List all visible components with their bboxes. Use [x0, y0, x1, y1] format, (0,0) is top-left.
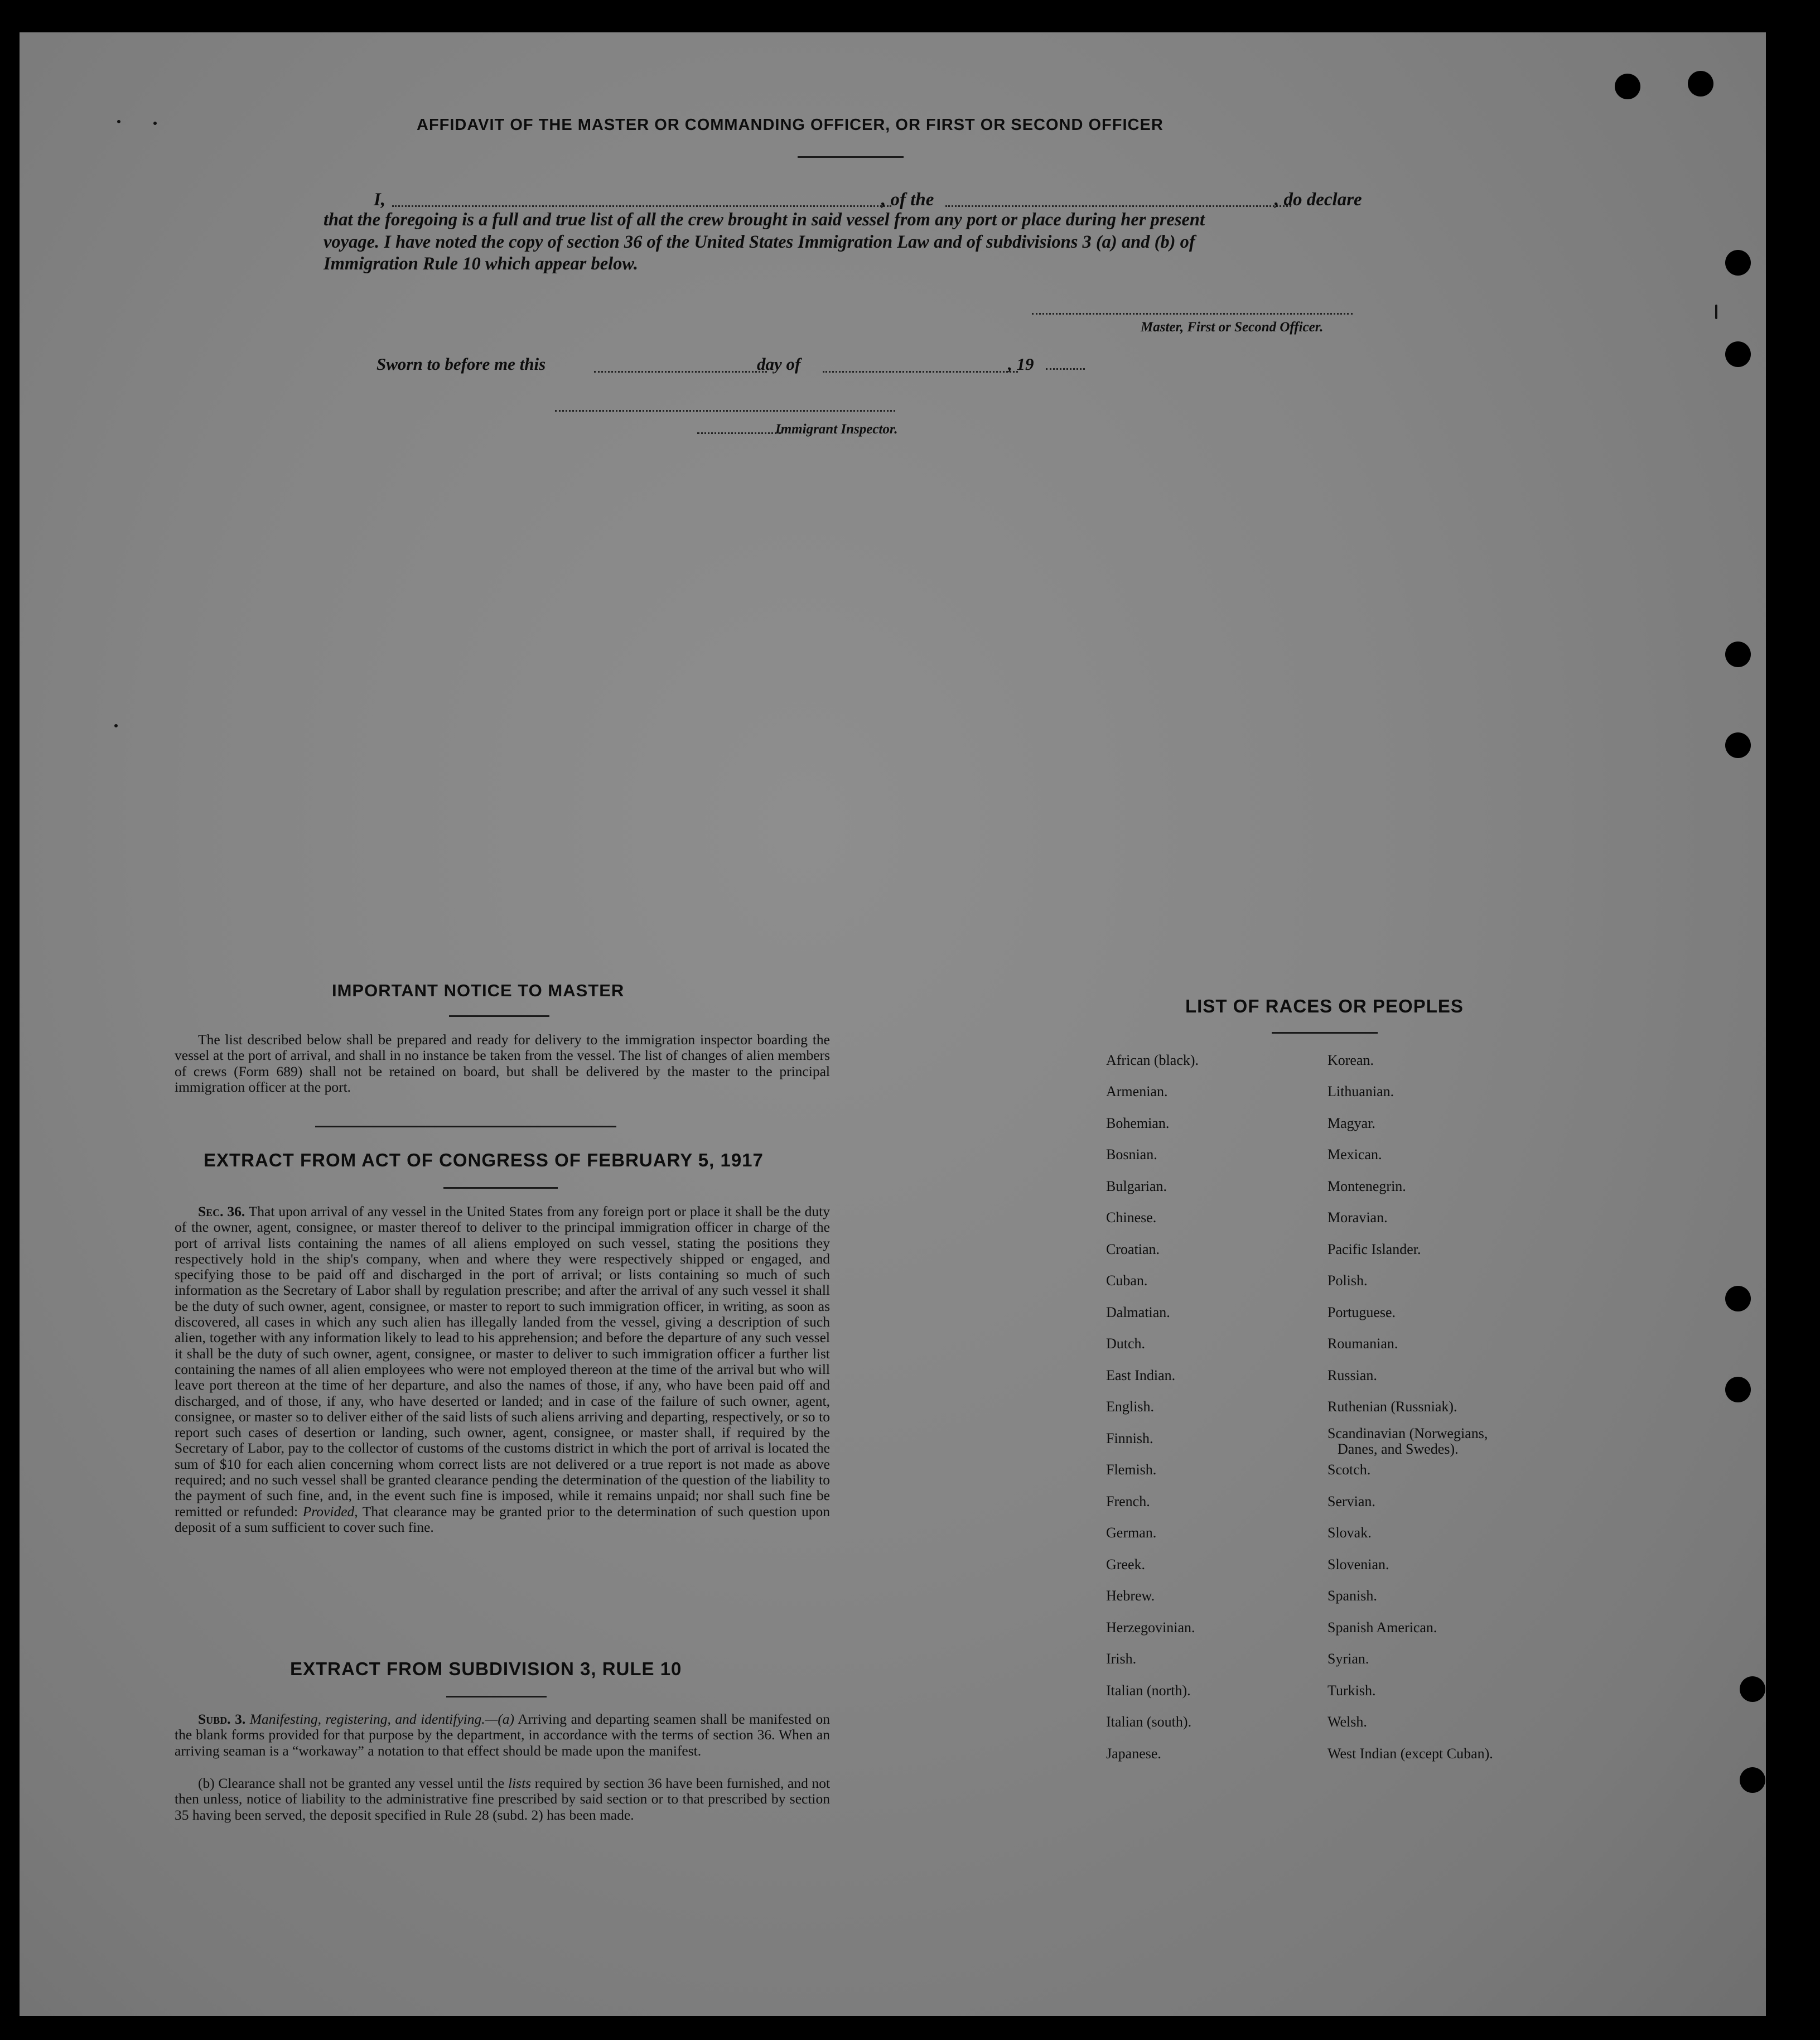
- race-left-15: German.: [1106, 1525, 1157, 1541]
- race-left-3: Bosnian.: [1106, 1146, 1157, 1163]
- binder-hole: [1725, 642, 1751, 667]
- race-left-19: Irish.: [1106, 1651, 1137, 1667]
- race-right-4: Montenegrin.: [1327, 1178, 1406, 1194]
- race-right-7: Polish.: [1327, 1272, 1368, 1289]
- affiant-name-field[interactable]: [392, 205, 891, 207]
- race-right-22: West Indian (except Cuban).: [1327, 1745, 1493, 1762]
- race-left-14: French.: [1106, 1493, 1150, 1509]
- inspector-signature-field-short: [697, 432, 781, 434]
- act-title-rule: [443, 1187, 558, 1189]
- rule-b-text-2: required by section 36 have been furnished, and not then unless, notice of liability to the administrative fine prescribed by said section or to that prescribed by section 35 having been served, the deposit specified in Rule 28 (subd. 2) has been made.: [175, 1775, 831, 1823]
- master-signature-label: Master, First or Second Officer.: [1141, 320, 1324, 335]
- race-left-9: Dutch.: [1106, 1335, 1146, 1352]
- affidavit-line-4: Immigration Rule 10 which appear below.: [324, 254, 639, 274]
- rule-title-rule: [446, 1696, 547, 1697]
- affidavit-title: AFFIDAVIT OF THE MASTER OR COMMANDING OFFICER, OR FIRST OR SECOND OFFICER: [417, 116, 1164, 134]
- affidavit-i-label: I,: [374, 190, 386, 210]
- sworn-label: Sworn to before me this: [376, 354, 546, 374]
- race-left-8: Dalmatian.: [1106, 1304, 1170, 1320]
- race-left-16: Greek.: [1106, 1556, 1146, 1573]
- affidavit-title-rule: [798, 156, 904, 158]
- year-label: , 19: [1008, 354, 1034, 374]
- rule-a-label: —(a): [485, 1711, 515, 1727]
- races-title: LIST OF RACES OR PEOPLES: [1185, 996, 1464, 1016]
- race-left-5: Chinese.: [1106, 1209, 1157, 1226]
- binder-hole: [1615, 74, 1640, 99]
- race-right-3: Mexican.: [1327, 1146, 1382, 1163]
- race-right-14: Servian.: [1327, 1493, 1375, 1509]
- paper-speck: [117, 120, 120, 123]
- act-provided-label: Provided,: [302, 1503, 358, 1520]
- race-right-16: Slovenian.: [1327, 1556, 1389, 1573]
- race-left-17: Hebrew.: [1106, 1588, 1155, 1604]
- race-left-20: Italian (north).: [1106, 1682, 1191, 1699]
- binder-hole: [1725, 732, 1751, 758]
- rule-subd-b: [175, 1776, 830, 1823]
- race-right-9: Roumanian.: [1327, 1335, 1398, 1352]
- race-right-13: Scotch.: [1327, 1462, 1371, 1478]
- race-right-5: Moravian.: [1327, 1209, 1388, 1226]
- binder-hole: [1725, 341, 1751, 367]
- rule-title: EXTRACT FROM SUBDIVISION 3, RULE 10: [290, 1658, 682, 1679]
- rule-a-text: Arriving and departing seamen shall be manifested on the blank forms provided for that purpose by the department, in accordance with the terms of section 36. When an arriving seaman is a “workaway” a notation to that effect should be made upon the manifest.: [175, 1711, 831, 1759]
- race-right-10: Russian.: [1327, 1367, 1377, 1383]
- sworn-day-field[interactable]: [594, 371, 767, 373]
- affidavit-do-declare-label: , do declare: [1275, 190, 1362, 210]
- rule-b-text-1: Clearance shall not be granted any vessel until the: [218, 1775, 505, 1791]
- race-left-18: Herzegovinian.: [1106, 1619, 1195, 1636]
- race-left-4: Bulgarian.: [1106, 1178, 1167, 1194]
- master-signature-field[interactable]: [1032, 313, 1353, 315]
- notice-text: [175, 1032, 830, 1095]
- race-right-12-line1: Scandinavian (Norwegians,: [1327, 1425, 1488, 1441]
- inspector-label: Immigrant Inspector.: [775, 422, 898, 437]
- race-left-22: Japanese.: [1106, 1745, 1161, 1762]
- race-right-11: Ruthenian (Russniak).: [1327, 1398, 1457, 1415]
- race-left-21: Italian (south).: [1106, 1714, 1192, 1730]
- rule-subd-a: [175, 1711, 830, 1759]
- act-text: [175, 1204, 830, 1535]
- paper-speck: [1715, 305, 1717, 319]
- race-left-0: African (black).: [1106, 1052, 1199, 1068]
- race-right-20: Turkish.: [1327, 1682, 1376, 1699]
- race-right-21: Welsh.: [1327, 1714, 1367, 1730]
- rule-subd-heading: Manifesting, registering, and identifying.: [249, 1711, 485, 1727]
- act-text-body: That upon arrival of any vessel in the United States from any foreign port or place it shall be the duty of the owner, agent, consignee, or master thereof to deliver to the principal immigration officer in charge of the port of arrival lists containing the names of all aliens employed on such vessel, stating the positions they respectively hold in the ship's company, when and where they were respectively shipped or engaged, and specifying those to be paid off and discharged in the port of arrival; or lists containing so much of such information as the Secretary of Labor shall by regulation prescribe; and after the arrival of any such vessel it shall be the duty of such owner, agent, consignee, or master to report to such immigration officer, in writing, as soon as discovered, all cases in which any such alien has illegally landed from the vessel, giving a description of such alien, together with any information likely to lead to his apprehension; and before the departure of any such vessel it shall be the duty of such owner, agent, consignee, or master to deliver to such immigration officer a further list containing the names of all alien employees who were not employed thereon at the time of the arrival but who will leave port thereon at the time of her departure, and also the names of those, if any, who have been paid off and discharged, and of those, if any, who have deserted or landed; and in case of the failure of such owner, agent, consignee, or master so to deliver either of the said lists of such aliens arriving and departing, respectively, or so to report such cases of desertion or landing, such owner, agent, consignee, or master shall, if required by the Secretary of Labor, pay to the collector of customs of the customs district in which the port of arrival is located the sum of $10 for each alien concerning whom correct lists are not delivered or a true report is not made as above required; and no such vessel shall be granted clearance pending the determination of the question of the liability to the payment of such fine, and, in the event such fine is imposed, while it remains unpaid; nor shall such fine be remitted or refunded:: [175, 1203, 830, 1520]
- race-left-12: Finnish.: [1106, 1430, 1153, 1446]
- paper-speck: [114, 724, 118, 727]
- act-title: EXTRACT FROM ACT OF CONGRESS OF FEBRUARY 5, 1917: [204, 1150, 764, 1170]
- act-section-label: Sec. 36.: [198, 1203, 245, 1219]
- paper-speck: [153, 122, 157, 125]
- sworn-year-field[interactable]: [1046, 368, 1085, 370]
- race-left-6: Croatian.: [1106, 1241, 1160, 1257]
- vessel-name-field[interactable]: [945, 205, 1291, 207]
- race-left-13: Flemish.: [1106, 1462, 1157, 1478]
- binder-hole: [1725, 1377, 1751, 1402]
- races-title-rule: [1272, 1032, 1378, 1034]
- race-right-17: Spanish.: [1327, 1588, 1377, 1604]
- race-right-19: Syrian.: [1327, 1651, 1369, 1667]
- rule-subd-label: Subd. 3.: [198, 1711, 246, 1727]
- race-right-15: Slovak.: [1327, 1525, 1372, 1541]
- affidavit-line-2: that the foregoing is a full and true list of all the crew brought in said vessel from any port or place during her present: [324, 210, 1205, 230]
- race-right-1: Lithuanian.: [1327, 1083, 1394, 1099]
- race-right-12-line2: Danes, and Swedes).: [1338, 1441, 1459, 1457]
- race-left-10: East Indian.: [1106, 1367, 1176, 1383]
- rule-b-label: (b): [198, 1775, 215, 1791]
- notice-text-body: The list described below shall be prepared and ready for delivery to the immigration inspector boarding the vessel at the port of arrival, and shall in no instance be taken from the vessel. The list of changes of alien members of crews (Form 689) shall not be retained on board, but shall be delivered by the master to the principal immigration officer at the port.: [175, 1031, 830, 1095]
- race-left-2: Bohemian.: [1106, 1115, 1170, 1131]
- rule-b-lists: lists: [508, 1775, 532, 1791]
- race-right-0: Korean.: [1327, 1052, 1374, 1068]
- affidavit-of-the-label: , of the: [881, 190, 934, 210]
- inspector-signature-field[interactable]: [555, 410, 895, 412]
- race-right-18: Spanish American.: [1327, 1619, 1437, 1636]
- notice-title-rule: [449, 1015, 549, 1017]
- race-right-6: Pacific Islander.: [1327, 1241, 1421, 1257]
- day-of-label: day of: [757, 354, 801, 374]
- notice-divider: [315, 1126, 616, 1127]
- binder-hole: [1688, 71, 1713, 97]
- binder-hole: [1740, 1767, 1765, 1793]
- race-left-1: Armenian.: [1106, 1083, 1168, 1099]
- binder-hole: [1740, 1676, 1765, 1702]
- affidavit-line-3: voyage. I have noted the copy of section 36 of the United States Immigration Law and of subdivisions 3 (a) and (b) of: [324, 232, 1195, 252]
- binder-hole: [1725, 250, 1751, 276]
- act-text-end: That clearance may be granted prior to the determination of such question upon deposit of a sum sufficient to cover such fine.: [175, 1503, 831, 1535]
- race-right-8: Portuguese.: [1327, 1304, 1396, 1320]
- notice-title: IMPORTANT NOTICE TO MASTER: [332, 981, 625, 1000]
- race-left-7: Cuban.: [1106, 1272, 1148, 1289]
- race-right-12: [1327, 1426, 1488, 1457]
- race-right-2: Magyar.: [1327, 1115, 1375, 1131]
- race-left-11: English.: [1106, 1398, 1154, 1415]
- sworn-month-field[interactable]: [823, 371, 1018, 373]
- document-page: [20, 32, 1766, 2016]
- binder-hole: [1725, 1286, 1751, 1311]
